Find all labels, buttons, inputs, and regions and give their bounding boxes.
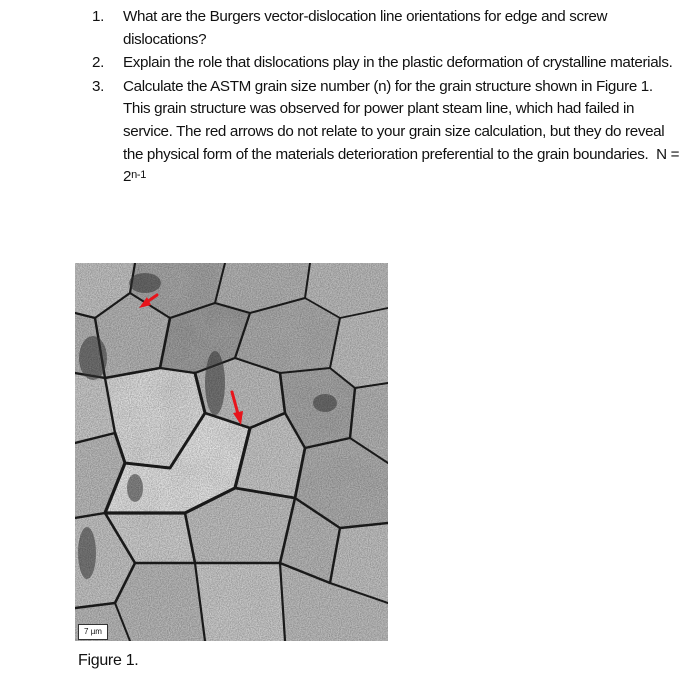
question-number: 2. — [92, 54, 104, 72]
scale-bar: 7 µm — [78, 624, 108, 640]
question-text: What are the Burgers vector-dislocation line orientations for edge and screw dislocations? — [123, 8, 608, 48]
question-list — [92, 6, 682, 189]
question-1 — [92, 6, 682, 51]
question-number: 3. — [92, 77, 104, 95]
question-text: Explain the role that dislocations play in the plastic deformation of crystalline materials. — [123, 54, 673, 72]
question-2 — [92, 52, 682, 75]
question-number: 1. — [92, 8, 104, 25]
question-3 — [92, 76, 682, 189]
question-text: Calculate the ASTM grain size number (n) for the grain structure shown in Figure 1. This grain structure was observed for power plant steam line, which had failed in service. The red arrows do not relate to your grain size calculation, but they do reveal the physical form of the materials deterioration preferential to the grain boundaries. — [123, 77, 665, 163]
question-text-wrapper — [123, 76, 682, 189]
formula-base: N = 2 — [123, 145, 680, 186]
figure-caption: Figure 1. — [78, 652, 139, 669]
formula-exponent: n-1 — [131, 169, 146, 182]
micrograph-image — [75, 263, 388, 641]
micrograph-figure — [75, 263, 388, 641]
